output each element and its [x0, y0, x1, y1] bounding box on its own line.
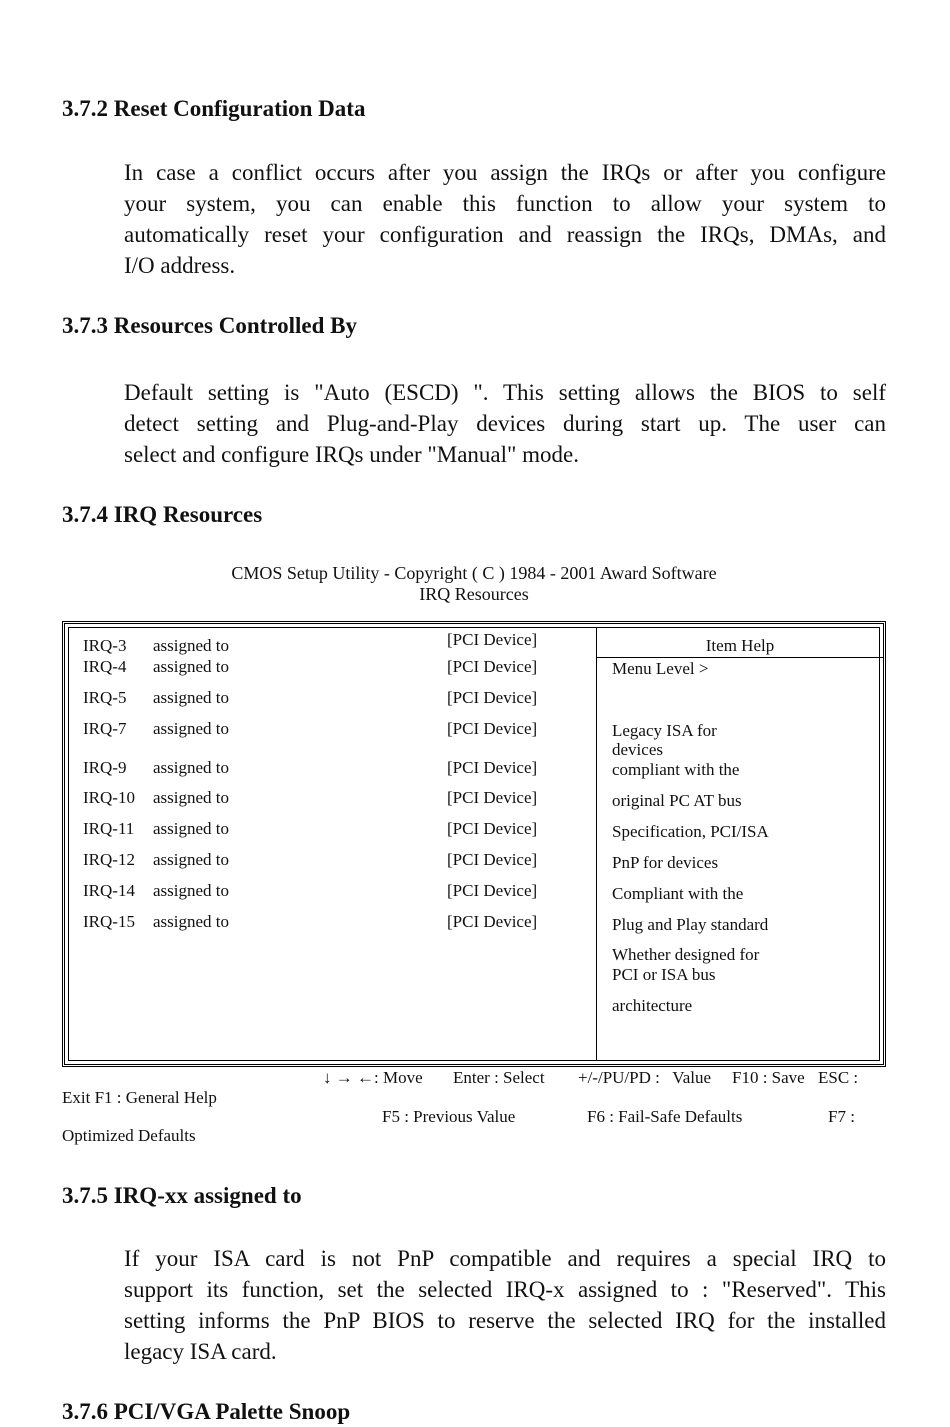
help-line: architecture	[612, 996, 693, 1015]
irq-value[interactable]: [PCI Device]	[447, 912, 538, 931]
irq-label: IRQ-15	[83, 912, 135, 931]
section-heading-3-7-4: 3.7.4 IRQ Resources	[62, 502, 263, 527]
bios-setup-screen	[62, 621, 886, 1067]
help-line: Specification, PCI/ISA	[612, 822, 769, 841]
irq-assigned-label: assigned to	[153, 788, 230, 807]
help-line: compliant with the	[612, 760, 740, 779]
irq-label: IRQ-10	[83, 788, 135, 807]
footer-exit-f1-key: Exit F1 : General Help	[62, 1088, 217, 1107]
irq-value[interactable]: [PCI Device]	[447, 850, 538, 869]
paragraph-line: automatically reset your configuration and reassign the IRQs, DMAs, and	[124, 222, 886, 247]
footer-enter-key: Enter : Select	[453, 1068, 545, 1087]
paragraph-3-7-2	[124, 157, 886, 281]
irq-label: IRQ-7	[83, 719, 127, 738]
irq-assigned-label: assigned to	[153, 819, 230, 838]
footer-f7-key: F7 :	[828, 1107, 855, 1126]
section-heading-3-7-6: 3.7.6 PCI/VGA Palette Snoop	[62, 1399, 351, 1424]
irq-assigned-label: assigned to	[153, 912, 230, 931]
irq-value[interactable]: [PCI Device]	[447, 688, 538, 707]
help-line: devices	[612, 740, 663, 759]
item-help-panel	[596, 627, 883, 1061]
irq-assigned-label: assigned to	[153, 657, 230, 676]
irq-assigned-label: assigned to	[153, 758, 230, 777]
irq-value[interactable]: [PCI Device]	[447, 758, 538, 777]
paragraph-line: If your ISA card is not PnP compatible and requires a special IRQ to	[124, 1246, 886, 1271]
footer-f10-key: F10 : Save	[732, 1068, 805, 1087]
paragraph-3-7-3	[124, 377, 886, 470]
footer-optimized-defaults: Optimized Defaults	[62, 1126, 196, 1145]
section-heading-3-7-2: 3.7.2 Reset Configuration Data	[62, 96, 366, 121]
help-menu-level: Menu Level >	[612, 659, 709, 678]
irq-assigned-label: assigned to	[153, 850, 230, 869]
help-line: Whether designed for	[612, 945, 760, 964]
irq-assigned-label: assigned to	[153, 688, 230, 707]
paragraph-line: detect setting and Plug-and-Play devices during start up. The user can	[124, 411, 886, 436]
footer-esc-key: ESC :	[818, 1068, 859, 1087]
paragraph-line: setting informs the PnP BIOS to reserve the selected IRQ for the installed	[124, 1308, 886, 1333]
irq-label: IRQ-12	[83, 850, 135, 869]
irq-value[interactable]: [PCI Device]	[447, 788, 538, 807]
footer-value-key: +/-/PU/PD : Value	[578, 1068, 712, 1087]
irq-value[interactable]: [PCI Device]	[447, 630, 538, 649]
irq-label: IRQ-5	[83, 688, 127, 707]
bios-caption-title: CMOS Setup Utility - Copyright ( C ) 1984 - 2001 Award Software	[231, 563, 717, 583]
irq-assigned-label: assigned to	[153, 881, 230, 900]
irq-value[interactable]: [PCI Device]	[447, 881, 538, 900]
irq-value[interactable]: [PCI Device]	[447, 657, 538, 676]
paragraph-line: In case a conflict occurs after you assign the IRQs or after you configure	[124, 160, 886, 185]
irq-label: IRQ-4	[83, 657, 127, 676]
section-heading-3-7-5: 3.7.5 IRQ-xx assigned to	[62, 1183, 302, 1208]
help-line: Legacy ISA for	[612, 721, 717, 740]
paragraph-3-7-5	[124, 1243, 886, 1367]
paragraph-line: your system, you can enable this function to allow your system to	[124, 191, 886, 216]
item-help-title: Item Help	[597, 627, 883, 658]
bios-caption-subtitle: IRQ Resources	[419, 584, 529, 604]
help-line: PnP for devices	[612, 853, 719, 872]
irq-assigned-label: assigned to	[153, 719, 230, 738]
paragraph-line: legacy ISA card.	[124, 1339, 277, 1364]
irq-label: IRQ-14	[83, 881, 135, 900]
help-line: original PC AT bus	[612, 791, 742, 810]
section-heading-3-7-3: 3.7.3 Resources Controlled By	[62, 313, 357, 338]
footer-move-key: ↓ → ←: Move	[323, 1068, 423, 1087]
irq-value[interactable]: [PCI Device]	[447, 819, 538, 838]
paragraph-line: Default setting is "Auto (ESCD) ". This setting allows the BIOS to self	[124, 380, 886, 405]
irq-value[interactable]: [PCI Device]	[447, 719, 538, 738]
paragraph-line: select and configure IRQs under "Manual" mode.	[124, 442, 580, 467]
footer-f5-key: F5 : Previous Value	[382, 1107, 516, 1126]
irq-assigned-label: assigned to	[153, 636, 230, 655]
help-line: PCI or ISA bus	[612, 965, 716, 984]
footer-f6-key: F6 : Fail-Safe Defaults	[587, 1107, 743, 1126]
irq-label: IRQ-9	[83, 758, 127, 777]
help-line: Plug and Play standard	[612, 915, 769, 934]
paragraph-line: I/O address.	[124, 253, 236, 278]
paragraph-line: support its function, set the selected IRQ-x assigned to : "Reserved". This	[124, 1277, 886, 1302]
irq-label: IRQ-3	[83, 636, 127, 655]
irq-label: IRQ-11	[83, 819, 135, 838]
help-line: Compliant with the	[612, 884, 744, 903]
